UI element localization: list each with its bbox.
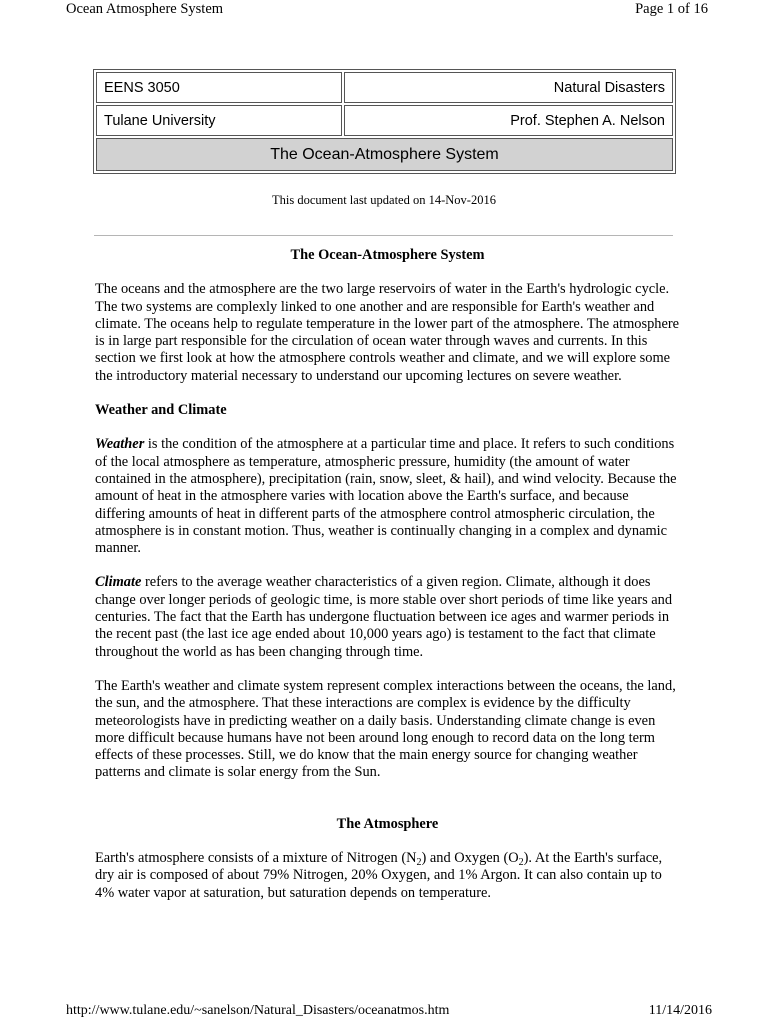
- weather-paragraph: [95, 436, 680, 557]
- atmosphere-heading: The Atmosphere: [336, 815, 439, 832]
- main-heading: The Ocean-Atmosphere System: [290, 247, 485, 263]
- course-name: Natural Disasters: [344, 72, 673, 103]
- horizontal-divider: [94, 235, 673, 236]
- interactions-paragraph: The Earth's weather and climate system represent complex interactions between the oceans, the land, the sun, and the atmosphere. That these interactions are complex is evidence by the difficulty meteorologists have in predicting weather on a daily basis. Understanding climate change is even more difficult because humans have not been around long enough to record data on the long term effects of these processes. Still, we do know that the main energy source for changing weather patterns and climate is solar energy from the Sun.: [95, 677, 676, 781]
- weather-term: Weather: [95, 436, 145, 453]
- course-code: EENS 3050: [96, 72, 342, 103]
- climate-definition: refers to the average weather characteristics of a given region. Climate, although it does change over longer periods of geologic time, is more stable over short periods of time like years and centuries. The fact that the Earth has undergone fluctuation between ice ages and warmer periods in the recent past (the last ice age ended about 10,000 years ago) is testament to the fact that climate throughout the world as has been changing through time.: [95, 574, 673, 660]
- course-info-table: [93, 69, 676, 174]
- header-page-indicator: Page 1 of 16: [635, 1, 708, 17]
- climate-paragraph: [95, 574, 680, 660]
- institution: Tulane University: [96, 105, 342, 136]
- course-info-row: [96, 72, 673, 103]
- atmosphere-text-2: ) and Oxygen (O: [421, 850, 519, 867]
- atmosphere-text-1: Earth's atmosphere consists of a mixture of Nitrogen (N: [95, 850, 417, 867]
- climate-term: Climate: [95, 574, 142, 591]
- print-header: [66, 0, 708, 20]
- course-info-row: [96, 105, 673, 136]
- intro-paragraph: The oceans and the atmosphere are the two large reservoirs of water in the Earth's hydrologic cycle. The two systems are complexly linked to one another and are responsible for Earth's weather and climate. The oceans help to regulate temperature in the lower part of the atmosphere. The atmosphere is in large part responsible for the circulation of ocean water through waves and currents. In this section we first look at how the atmosphere controls weather and climate, and we will explore some the introductory material necessary to understand our upcoming lectures on severe weather.: [95, 281, 680, 384]
- instructor: Prof. Stephen A. Nelson: [344, 105, 673, 136]
- course-title: The Ocean-Atmosphere System: [96, 138, 673, 171]
- footer-url: http://www.tulane.edu/~sanelson/Natural_Disasters/oceanatmos.htm: [66, 1003, 450, 1018]
- footer-print-date: 11/14/2016: [648, 1003, 712, 1018]
- weather-definition: is the condition of the atmosphere at a particular time and place. It refers to such conditions of the local atmosphere as temperature, atmospheric pressure, humidity (the amount of water contained in the atmosphere), precipitation (rain, snow, sleet, & hail), and wind velocity. Because the amount of heat in the atmosphere varies with location above the Earth's surface, and because differing amounts of heat in different parts of the atmosphere control atmospheric circulation, the atmosphere is in constant motion. Thus, weather is continually changing in a complex and dynamic manner.: [95, 436, 677, 557]
- weather-climate-heading: Weather and Climate: [95, 402, 227, 419]
- atmosphere-text-3: ). At the Earth's surface, dry air is composed of about 79% Nitrogen, 20% Oxygen, and 1% Argon. It can also contain up to 4% water vapor at saturation, but saturation depends on temperature.: [95, 850, 663, 901]
- document-body: [95, 247, 680, 902]
- nitrogen-subscript: 2: [416, 857, 422, 869]
- oxygen-subscript: 2: [518, 857, 524, 869]
- print-footer: [66, 1002, 712, 1022]
- atmosphere-paragraph: [95, 850, 680, 902]
- last-updated-note: This document last updated on 14-Nov-2016: [272, 193, 496, 207]
- course-title-row: [96, 138, 673, 171]
- header-document-title: Ocean Atmosphere System: [66, 1, 224, 17]
